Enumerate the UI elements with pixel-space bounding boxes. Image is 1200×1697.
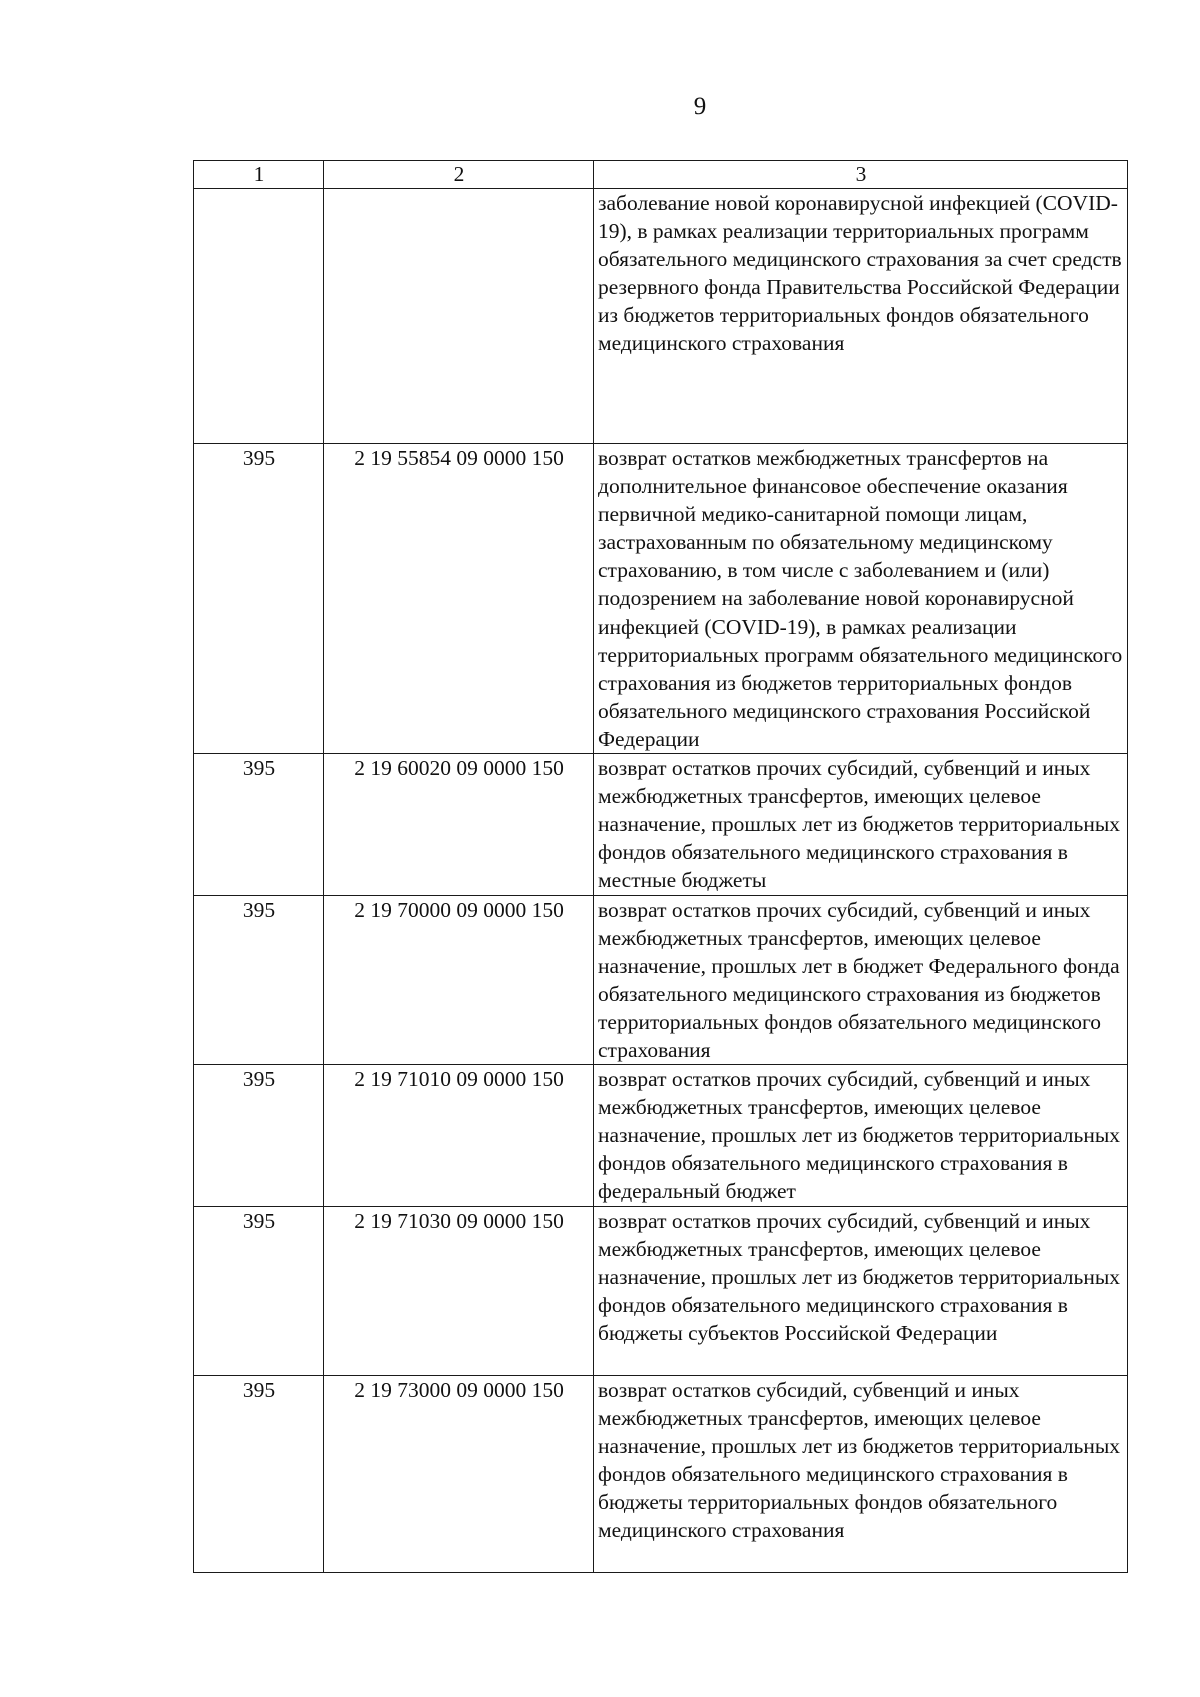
table-row (194, 895, 1128, 1065)
header-col-2: 2 (324, 161, 594, 189)
table-row (194, 444, 1128, 754)
table-row (194, 1375, 1128, 1572)
budget-code-cell: 2 19 55854 09 0000 150 (324, 444, 594, 754)
budget-code-cell (324, 189, 594, 444)
budget-code-cell: 2 19 73000 09 0000 150 (324, 1375, 594, 1572)
description-cell: возврат остатков субсидий, субвенций и иных межбюджетных трансфертов, имеющих целевое назначение, прошлых лет из бюджетов территориальных фондов обязательного медицинского страхования в бюджеты территориальных фондов обязательного медицинского страхования (594, 1375, 1128, 1572)
admin-code-cell: 395 (194, 895, 324, 1065)
description-cell: заболевание новой коронавирусной инфекцией (COVID-19), в рамках реализации территориальных программ обязательного медицинского страхования за счет средств резервного фонда Правительства Российской Федерации из бюджетов территориальных фондов обязательного медицинского страхования (594, 189, 1128, 444)
table-row (194, 189, 1128, 444)
description-cell: возврат остатков прочих субсидий, субвенций и иных межбюджетных трансфертов, имеющих целевое назначение, прошлых лет в бюджет Федерального фонда обязательного медицинского страхования из бюджетов территориальных фондов обязательного медицинского страхования (594, 895, 1128, 1065)
page-number: 9 (693, 93, 707, 120)
admin-code-cell: 395 (194, 444, 324, 754)
budget-code-cell: 2 19 71030 09 0000 150 (324, 1206, 594, 1375)
admin-code-cell: 395 (194, 1375, 324, 1572)
budget-codes-table (193, 160, 1128, 1573)
header-col-1: 1 (194, 161, 324, 189)
admin-code-cell: 395 (194, 1065, 324, 1206)
admin-code-cell (194, 189, 324, 444)
description-cell: возврат остатков прочих субсидий, субвенций и иных межбюджетных трансфертов, имеющих целевое назначение, прошлых лет из бюджетов территориальных фондов обязательного медицинского страхования в федеральный бюджет (594, 1065, 1128, 1206)
table-header-row (194, 161, 1128, 189)
admin-code-cell: 395 (194, 1206, 324, 1375)
budget-code-cell: 2 19 71010 09 0000 150 (324, 1065, 594, 1206)
description-cell: возврат остатков межбюджетных трансфертов на дополнительное финансовое обеспечение оказания первичной медико-санитарной помощи лицам, застрахованным по обязательному медицинскому страхованию, в том числе с заболеванием и (или) подозрением на заболевание новой коронавирусной инфекцией (COVID-19), в рамках реализации территориальных программ обязательного медицинского страхования из бюджетов территориальных фондов обязательного медицинского страхования Российской Федерации (594, 444, 1128, 754)
table-row (194, 1065, 1128, 1206)
header-col-3: 3 (594, 161, 1128, 189)
budget-code-cell: 2 19 60020 09 0000 150 (324, 754, 594, 895)
description-cell: возврат остатков прочих субсидий, субвенций и иных межбюджетных трансфертов, имеющих целевое назначение, прошлых лет из бюджетов территориальных фондов обязательного медицинского страхования в местные бюджеты (594, 754, 1128, 895)
table-row (194, 1206, 1128, 1375)
budget-code-cell: 2 19 70000 09 0000 150 (324, 895, 594, 1065)
table-row (194, 754, 1128, 895)
admin-code-cell: 395 (194, 754, 324, 895)
description-cell: возврат остатков прочих субсидий, субвенций и иных межбюджетных трансфертов, имеющих целевое назначение, прошлых лет из бюджетов территориальных фондов обязательного медицинского страхования в бюджеты субъектов Российской Федерации (594, 1206, 1128, 1375)
